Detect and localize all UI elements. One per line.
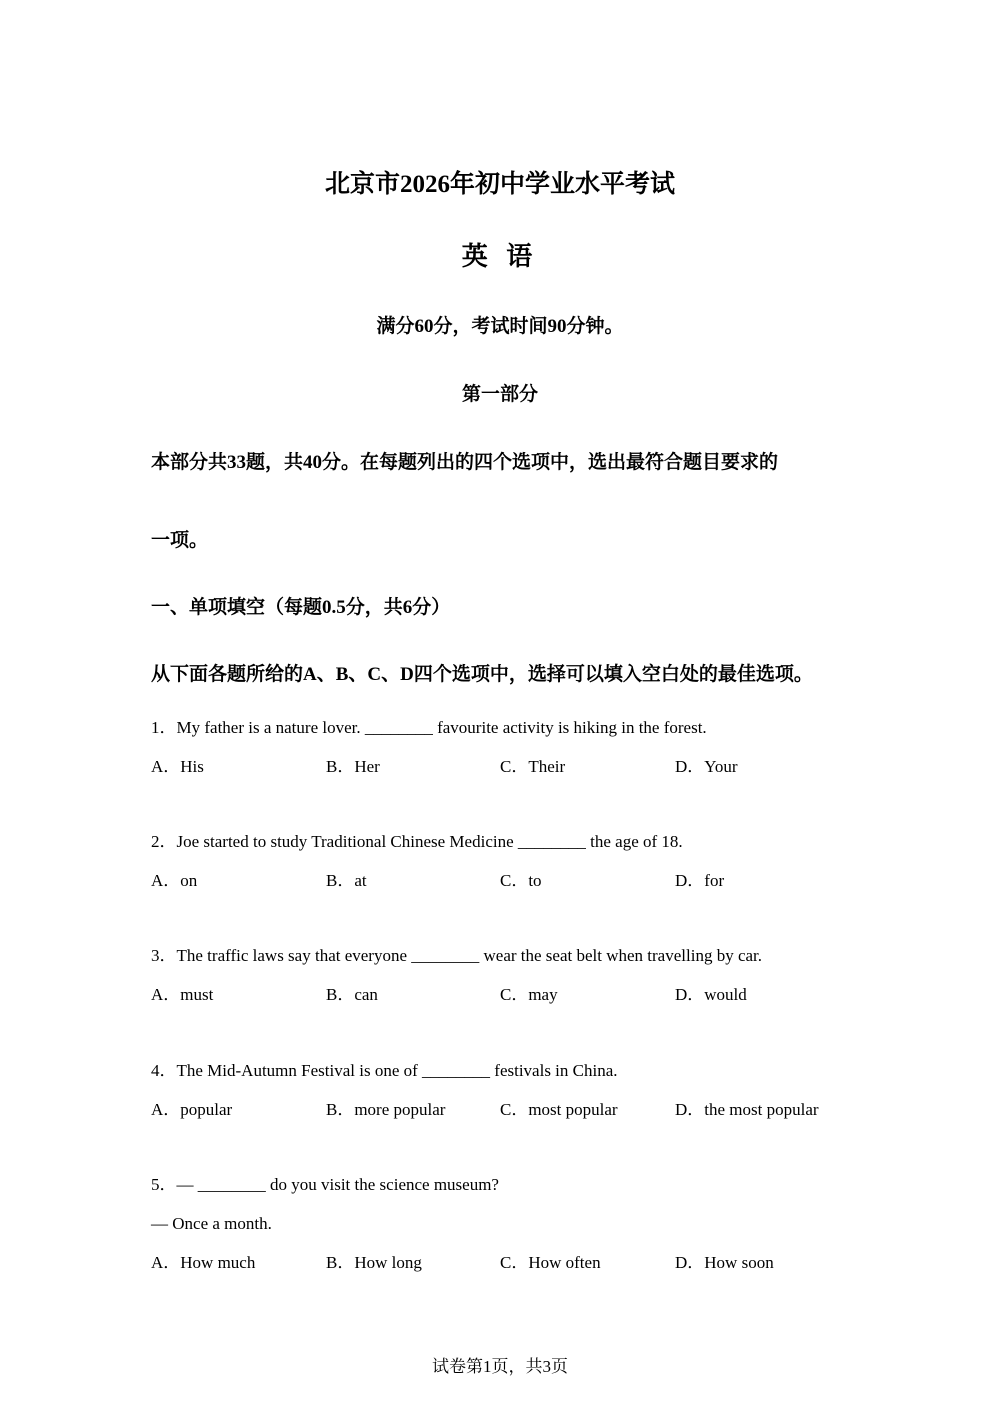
question-stem: 3．The traffic laws say that everyone ________ wear the seat belt when travelling by car. bbox=[151, 946, 763, 965]
option-a: A．popular bbox=[151, 1100, 233, 1119]
page-footer: 试卷第1页，共3页 bbox=[432, 1357, 568, 1376]
option-d: D．Your bbox=[675, 757, 738, 776]
option-c: C．Their bbox=[500, 757, 566, 776]
part-title: 第一部分 bbox=[461, 384, 538, 405]
options-row bbox=[151, 1252, 871, 1274]
options-row bbox=[151, 984, 871, 1006]
subject-title: 英 语 bbox=[461, 242, 539, 271]
option-b: B．can bbox=[326, 985, 378, 1004]
option-d: D．How soon bbox=[675, 1253, 774, 1272]
option-d: D．the most popular bbox=[675, 1100, 819, 1119]
option-c: C．most popular bbox=[500, 1100, 618, 1119]
question-3 bbox=[151, 945, 871, 1006]
part-instruction-line2: 一项。 bbox=[151, 530, 209, 551]
option-b: B．at bbox=[326, 871, 367, 890]
question-reply: — Once a month. bbox=[151, 1214, 272, 1233]
option-b: B．Her bbox=[326, 757, 380, 776]
question-stem: 2．Joe started to study Traditional Chinese Medicine ________ the age of 18. bbox=[151, 832, 683, 851]
option-b: B．How long bbox=[326, 1253, 422, 1272]
question-stem: 1．My father is a nature lover. ________ favourite activity is hiking in the forest. bbox=[151, 718, 707, 737]
option-b: B．more popular bbox=[326, 1100, 446, 1119]
option-c: C．to bbox=[500, 871, 542, 890]
question-2 bbox=[151, 831, 871, 892]
exam-title: 北京市2026年初中学业水平考试 bbox=[324, 171, 675, 198]
question-5 bbox=[151, 1174, 871, 1274]
question-stem: 5．— ________ do you visit the science museum? bbox=[151, 1175, 499, 1194]
score-time-info: 满分60分，考试时间90分钟。 bbox=[376, 316, 624, 337]
option-a: A．His bbox=[151, 757, 204, 776]
option-d: D．would bbox=[675, 985, 747, 1004]
option-d: D．for bbox=[675, 871, 725, 890]
option-a: A．on bbox=[151, 871, 198, 890]
options-row bbox=[151, 870, 871, 892]
question-stem: 4．The Mid-Autumn Festival is one of ________ festivals in China. bbox=[151, 1061, 618, 1080]
options-row bbox=[151, 1099, 871, 1121]
part-instruction-line1: 本部分共33题，共40分。在每题列出的四个选项中，选出最符合题目要求的 bbox=[151, 452, 779, 473]
question-4 bbox=[151, 1060, 871, 1121]
option-a: A．How much bbox=[151, 1253, 256, 1272]
option-a: A．must bbox=[151, 985, 214, 1004]
option-c: C．may bbox=[500, 985, 558, 1004]
section-instruction: 从下面各题所给的A、B、C、D四个选项中，选择可以填入空白处的最佳选项。 bbox=[151, 664, 813, 685]
question-1 bbox=[151, 717, 871, 778]
options-row bbox=[151, 756, 871, 778]
option-c: C．How often bbox=[500, 1253, 601, 1272]
section-heading: 一、单项填空（每题0.5分，共6分） bbox=[151, 597, 451, 618]
